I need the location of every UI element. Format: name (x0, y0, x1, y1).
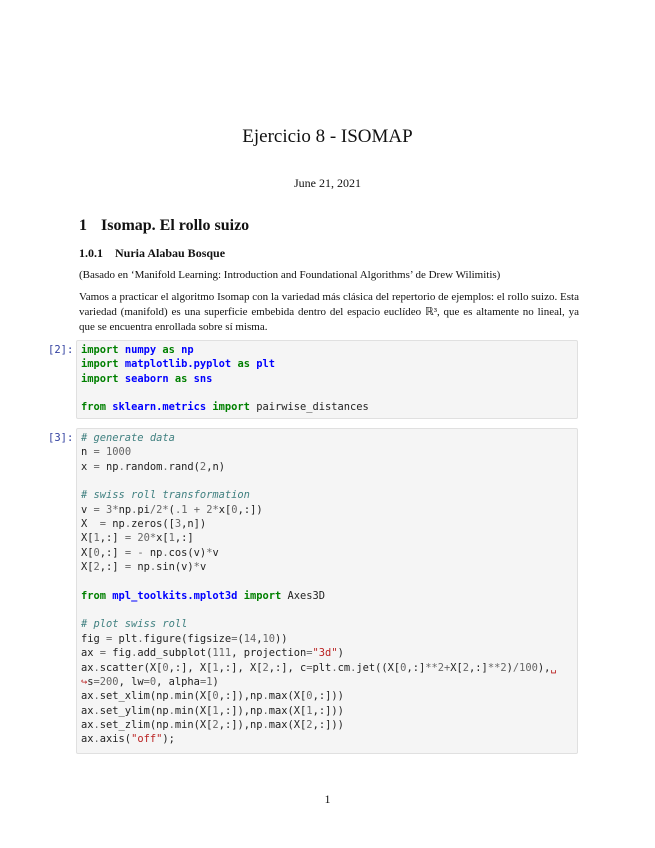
page-number: 1 (324, 792, 331, 806)
cell-prompt: [2]: (48, 344, 74, 356)
code-block: # generate data n = 1000 x = np.random.rand(2,n) # swiss roll transformation v = 3*np.pi/2*(.1 + 2*x[0,:]) X = np.zeros([3,n]) X[1,:] = 20*x[1,:] X[0,:] = - np.cos(v)*v X[2,:] = np.sin(v)*v from mpl_toolkits.mplot3d import Axes3D # plot swiss roll fig = plt.figure(figsize=(14,10)) ax = fig.add_subplot(111, projection="3d") ax.scatter(X[0,:], X[1,:], X[2,:], c=plt.cm.jet((X[0,:]**2+X[2,:]**2)/100),␣ ↪s=200, lw=0, alpha=1) ax.set_xlim(np.min(X[0,:]),np.max(X[0,:])) ax.set_ylim(np.min(X[1,:]),np.max(X[1,:])) ax.set_zlim(np.min(X[2,:]),np.max(X[2,:])) ax.axis("off"); (81, 432, 557, 746)
source-paragraph: (Basado en ‘Manifold Learning: Introduction and Foundational Algorithms’ de Drew Wilimitis) (79, 269, 501, 281)
code-cell-imports[interactable] (76, 340, 578, 419)
subsection-title: Nuria Alabau Bosque (115, 246, 226, 260)
subsection-number: 1.0.1 (79, 246, 103, 260)
section-title: Isomap. El rollo suizo (101, 217, 250, 234)
document-date: June 21, 2021 (294, 176, 361, 190)
cell-prompt: [3]: (48, 432, 74, 444)
document-title: Ejercicio 8 - ISOMAP (242, 126, 413, 147)
section-number: 1 (79, 217, 87, 234)
code-block: import numpy as np import matplotlib.pyplot as plt import seaborn as sns from sklearn.metrics import pairwise_distances (81, 344, 369, 414)
section-heading (79, 217, 249, 235)
subsection-heading (79, 246, 225, 261)
code-cell-swiss-roll[interactable] (76, 428, 578, 754)
intro-paragraph: Vamos a practicar el algoritmo Isomap con la variedad más clásica del repertorio de ejemplos: el rollo suizo. Esta variedad (manifold) es una superficie embebida dentro del espacio euclídeo ℝ³, que es altamente no lineal, ya que se encuentra enrollada sobre sí misma. (79, 291, 579, 333)
